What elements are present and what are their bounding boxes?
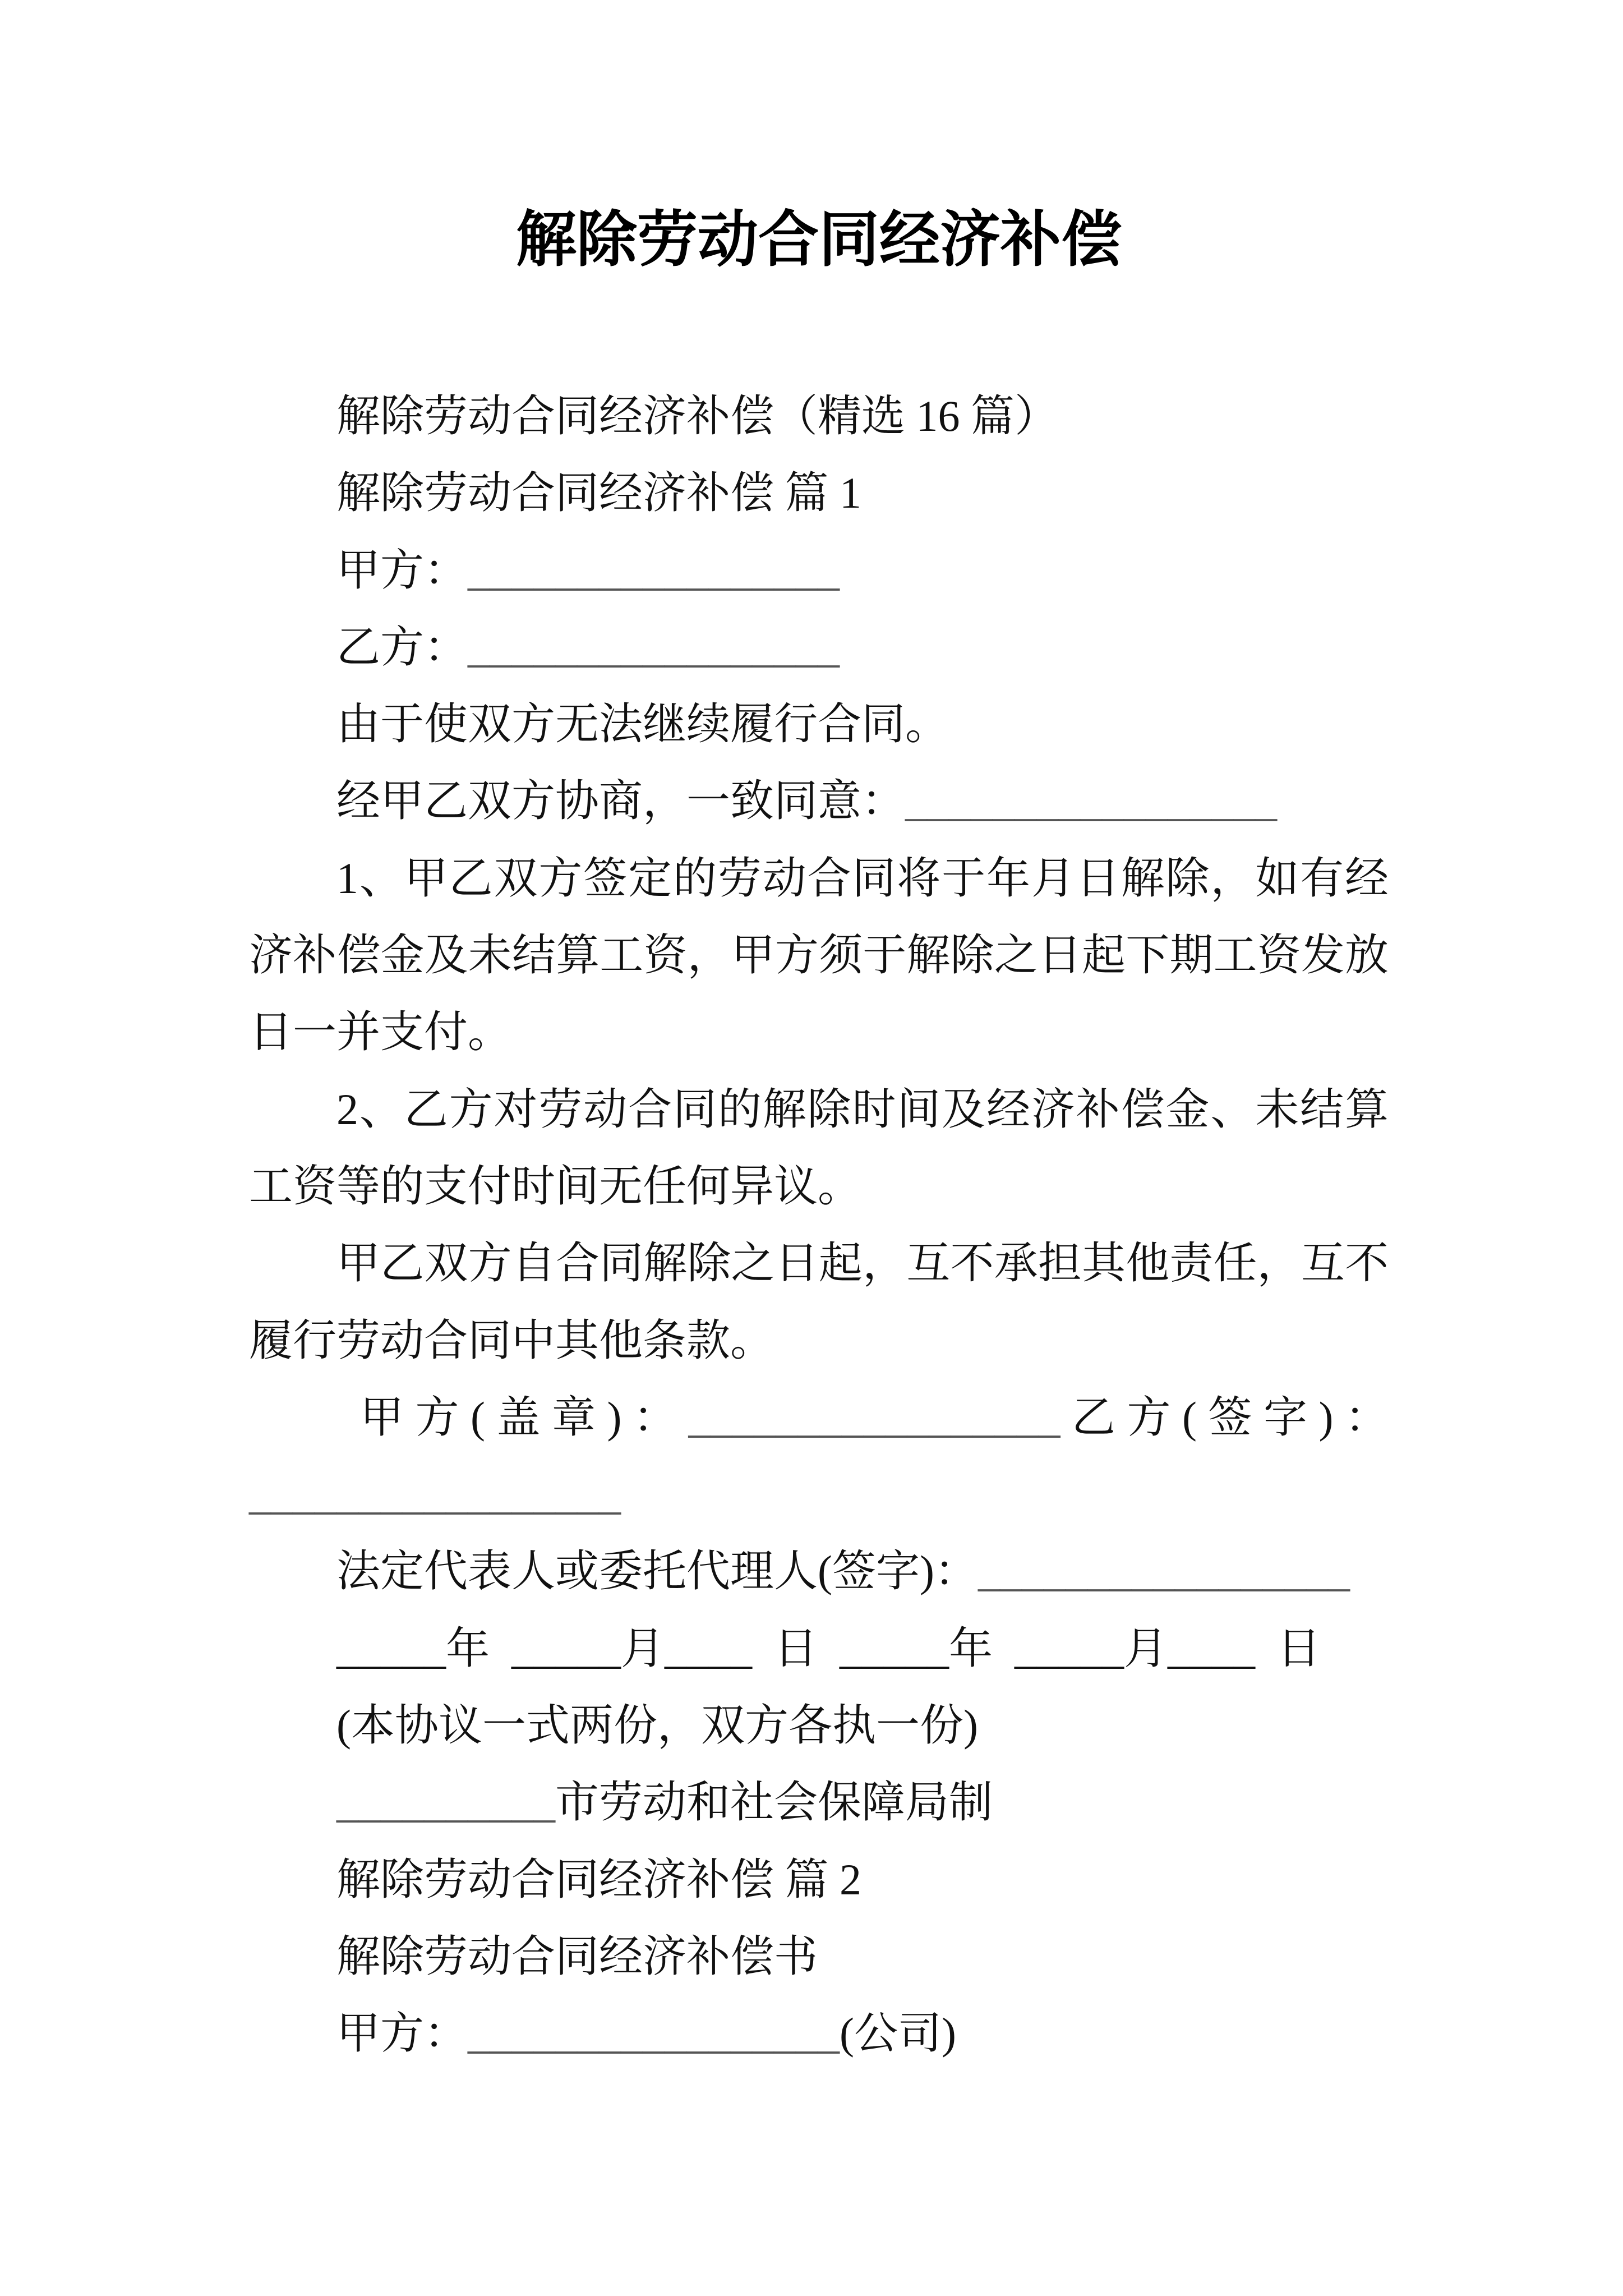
- party-a-blank: _________________: [468, 545, 840, 595]
- party-b-sign-blank: _________________: [249, 1470, 621, 1519]
- issuer-blank: __________: [336, 1778, 555, 1827]
- consensus-label: 经甲乙双方协商，一致同意：: [336, 776, 906, 826]
- part-2-doc-title: 解除劳动合同经济补偿书: [336, 1931, 818, 1981]
- part-2-party-a-label: 甲方：: [336, 2009, 468, 2058]
- consensus-line: [249, 762, 1389, 839]
- clause-3-line-1: 甲乙双方自合同解除之日起，互不承担其他责任，互不: [336, 1239, 1389, 1288]
- representative-label: 法定代表人或委托代理人(签字)：: [336, 1547, 978, 1596]
- party-a-label: 甲方：: [336, 545, 468, 595]
- party-b-label: 乙方：: [336, 622, 468, 671]
- part-2-party-a-line: [249, 1995, 1389, 2072]
- clause-1-line-1: 1、甲乙双方签定的劳动合同将于年月日解除，如有经: [336, 853, 1389, 903]
- clause-2-line-2: 工资等的支付时间无任何异议。: [249, 1161, 862, 1211]
- part-2-party-a-suffix: (公司): [840, 2009, 956, 2058]
- document-title: 解除劳动合同经济补偿: [515, 207, 1122, 274]
- consensus-blank: _________________: [905, 776, 1278, 826]
- party-a-seal-label: 甲方(盖章)：: [360, 1392, 689, 1442]
- party-b-sign-line: [249, 1456, 1389, 1533]
- clause-1-line-3: 日一并支付。: [249, 1007, 512, 1057]
- representative-line: [249, 1533, 1389, 1609]
- copies-note: (本协议一式两份，双方各执一份): [336, 1701, 978, 1750]
- issuer-line: [249, 1764, 1389, 1841]
- representative-blank: _________________: [978, 1547, 1350, 1596]
- party-b-blank: _________________: [468, 622, 840, 671]
- party-a-seal-blank: _________________: [688, 1392, 1061, 1442]
- issuer-text: 市劳动和社会保障局制: [555, 1778, 993, 1827]
- party-b-line: [249, 609, 1389, 685]
- part-1-heading: 解除劳动合同经济补偿 篇 1: [336, 468, 862, 518]
- clause-3-line-2: 履行劳动合同中其他条款。: [249, 1315, 774, 1365]
- collection-title: 解除劳动合同经济补偿（精选 16 篇）: [336, 392, 1059, 440]
- part-2-heading: 解除劳动合同经济补偿 篇 2: [336, 1855, 862, 1904]
- signature-line: [249, 1379, 1389, 1456]
- document-body: [249, 378, 1389, 2072]
- clause-1-line-2: 济补偿金及未结算工资，甲方须于解除之日起下期工资发放: [249, 931, 1389, 980]
- party-b-sign-label: 乙方(签字)：: [1060, 1392, 1389, 1442]
- date-line: _____年 _____月____ 日 _____年 _____月____ 日: [336, 1623, 1321, 1673]
- reason-paragraph: 由于使双方无法继续履行合同。: [336, 700, 949, 749]
- part-2-party-a-blank: _________________: [468, 2009, 840, 2058]
- clause-2-line-1: 2、乙方对劳动合同的解除时间及经济补偿金、未结算: [336, 1084, 1389, 1134]
- party-a-line: [249, 532, 1389, 609]
